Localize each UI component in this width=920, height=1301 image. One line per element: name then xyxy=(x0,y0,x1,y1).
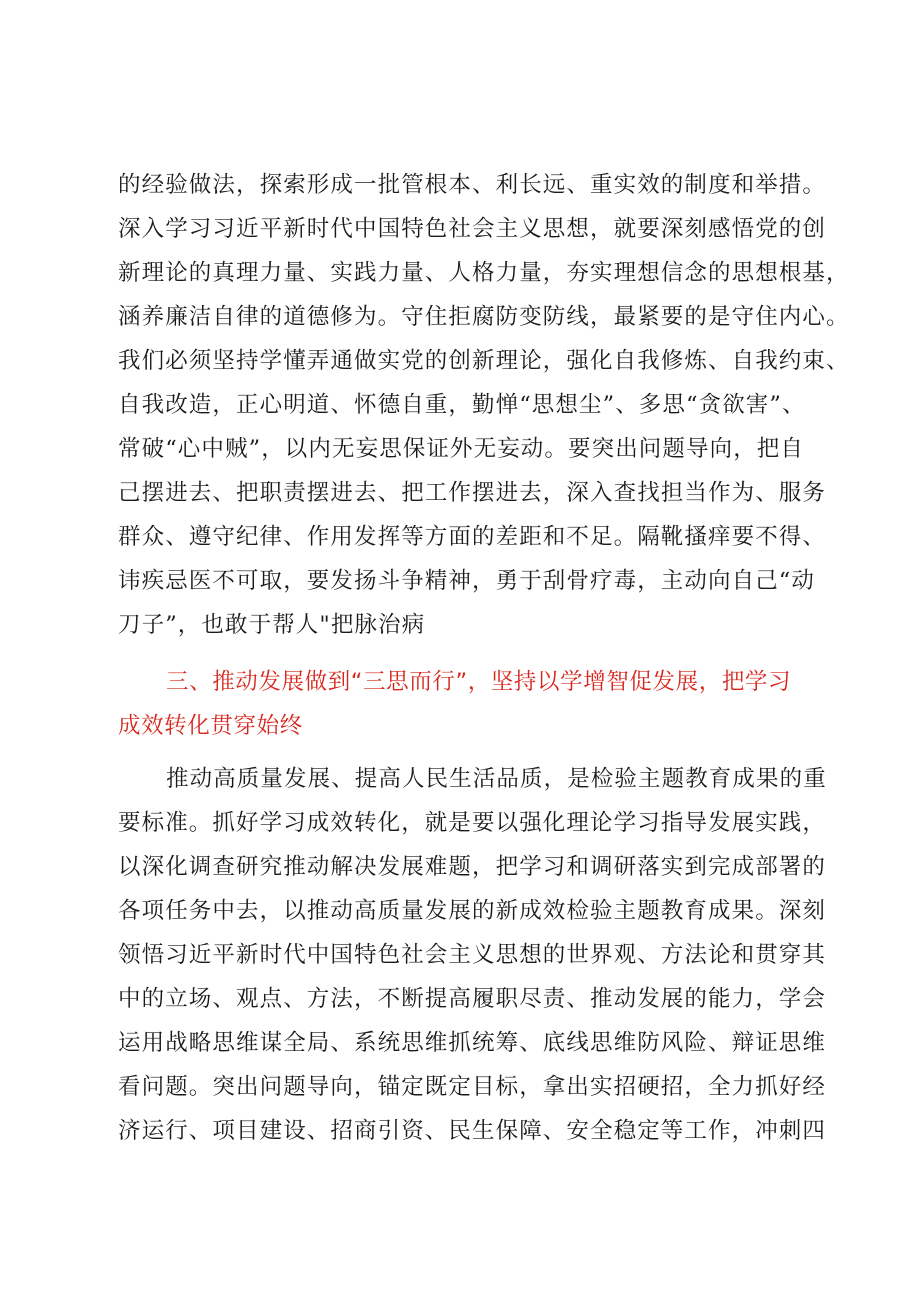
body-line: 中的立场、观点、方法，不断提高履职尽责、推动发展的能力，学会 xyxy=(118,986,827,1012)
section-heading-continued: 成效转化贯穿始终 xyxy=(118,713,303,739)
body-line: 自我改造，正心明道、怀德自重，勤惮“思想尘”、多思“贪欲害”、 xyxy=(118,392,806,418)
body-line: 刀子”，也敢于帮人"把脉治病 xyxy=(118,612,426,638)
body-line: 己摆进去、把职责摆进去、把工作摆进去，深入查找担当作为、服务 xyxy=(118,480,827,506)
body-line: 看问题。突出问题导向，锚定既定目标，拿出实招硬招，全力抓好经 xyxy=(118,1074,827,1100)
body-line: 各项任务中去，以推动高质量发展的新成效检验主题教育成果。深刻 xyxy=(118,898,827,924)
body-line: 深入学习习近平新时代中国特色社会主义思想，就要深刻感悟党的创 xyxy=(118,216,827,242)
body-line: 常破“心中贼”，以内无妄思保证外无妄动。要突出问题导向，把自 xyxy=(118,436,805,462)
body-line: 涵养廉洁自律的道德修为。守住拒腐防变防线，最紧要的是守住内心。 xyxy=(118,304,850,330)
body-line: 济运行、项目建设、招商引资、民生保障、安全稳定等工作，冲刺四 xyxy=(118,1118,827,1144)
body-line: 推动高质量发展、提高人民生活品质，是检验主题教育成果的重 xyxy=(166,766,827,792)
body-line: 群众、遵守纪律、作用发挥等方面的差距和不足。隔靴搔痒要不得、 xyxy=(118,524,827,550)
body-line: 运用战略思维谋全局、系统思维抓统筹、底线思维防风险、辩证思维 xyxy=(118,1030,827,1056)
section-heading: 三、推动发展做到“三思而行”，坚持以学增智促发展，把学习 xyxy=(166,669,792,695)
body-line: 我们必须坚持学懂弄通做实党的创新理论，强化自我修炼、自我约束、 xyxy=(118,348,850,374)
body-line: 新理论的真理力量、实践力量、人格力量，夯实理想信念的思想根基， xyxy=(118,260,850,286)
body-line: 以深化调查研究推动解决发展难题，把学习和调研落实到完成部署的 xyxy=(118,854,827,880)
body-line: 要标准。抓好学习成效转化，就是要以强化理论学习指导发展实践， xyxy=(118,810,827,836)
body-line: 讳疾忌医不可取，要发扬斗争精神，勇于刮骨疗毒，主动向自己“动 xyxy=(118,568,816,594)
body-line: 的经验做法，探索形成一批管根本、利长远、重实效的制度和举措。 xyxy=(118,172,827,198)
body-line: 领悟习近平新时代中国特色社会主义思想的世界观、方法论和贯穿其 xyxy=(118,942,827,968)
